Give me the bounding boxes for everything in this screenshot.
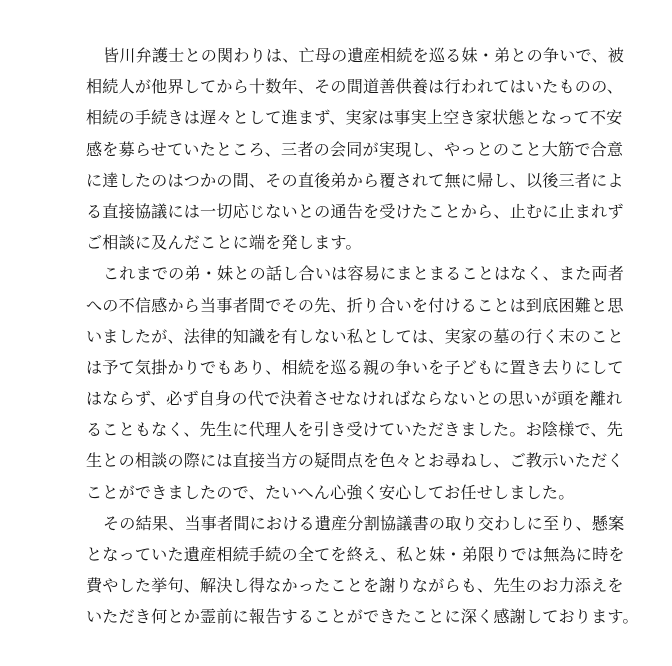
paragraph-line: これまでの弟・妹との話し合いは容易にまとまることはなく、また両者	[103, 264, 625, 284]
letter-body	[86, 40, 639, 633]
paragraph-line: はならず、必ず自身の代で決着させなければならないとの思いが頭を離れ	[86, 389, 623, 409]
paragraph-2	[86, 258, 625, 508]
paragraph-line: いましたが、法律的知識を有しない私としては、実家の墓の行く末のこと	[86, 326, 624, 346]
paragraph-line: 生との相談の際には直接当方の疑問点を色々とお尋ねし、ご教示いただく	[86, 451, 624, 471]
paragraph-line: ことができましたので、たいへん心強く安心してお任せしました。	[86, 482, 575, 502]
paragraph-line: は予て気掛かりでもあり、相続を巡る親の争いを子どもに置き去りにして	[86, 357, 624, 377]
paragraph-line: その結果、当事者間における遺産分割協議書の取り交わしに至り、懸案	[103, 513, 625, 533]
paragraph-line: 相続人が他界してから十数年、その間道善供養は行われてはいたものの、	[86, 77, 624, 97]
paragraph-1	[86, 40, 625, 258]
paragraph-line: に達したのはつかの間、その直後弟から覆されて無に帰し、以後三者によ	[86, 170, 624, 190]
paragraph-line: 費やした挙句、解決し得なかったことを謝りながらも、先生のお力添えを	[86, 576, 624, 596]
paragraph-line: 相続の手続きは遅々として進まず、実家は事実上空き家状態となって不安	[86, 108, 623, 128]
paragraph-line: 皆川弁護士との関わりは、亡母の遺産相続を巡る妹・弟との争いで、被	[103, 46, 625, 65]
paragraph-3	[86, 508, 639, 633]
paragraph-line: への不信感から当事者間でその先、折り合いを付けることは到底困難と思	[86, 295, 624, 315]
paragraph-line: いただき何とか霊前に報告することができたことに深く感謝しております。	[86, 607, 639, 627]
paragraph-line: となっていた遺産相続手続の全てを終え、私と妹・弟限りでは無為に時を	[86, 545, 625, 564]
paragraph-line: ることもなく、先生に代理人を引き受けていただきました。お陰様で、先	[86, 420, 624, 440]
paragraph-line: ご相談に及んだことに端を発します。	[86, 233, 362, 253]
paragraph-line: る直接協議には一切応じないとの通告を受けたことから、止むに止まれず	[86, 201, 624, 221]
paragraph-line: 感を募らせていたところ、三者の会同が実現し、やっとのこと大筋で合意	[86, 139, 624, 159]
